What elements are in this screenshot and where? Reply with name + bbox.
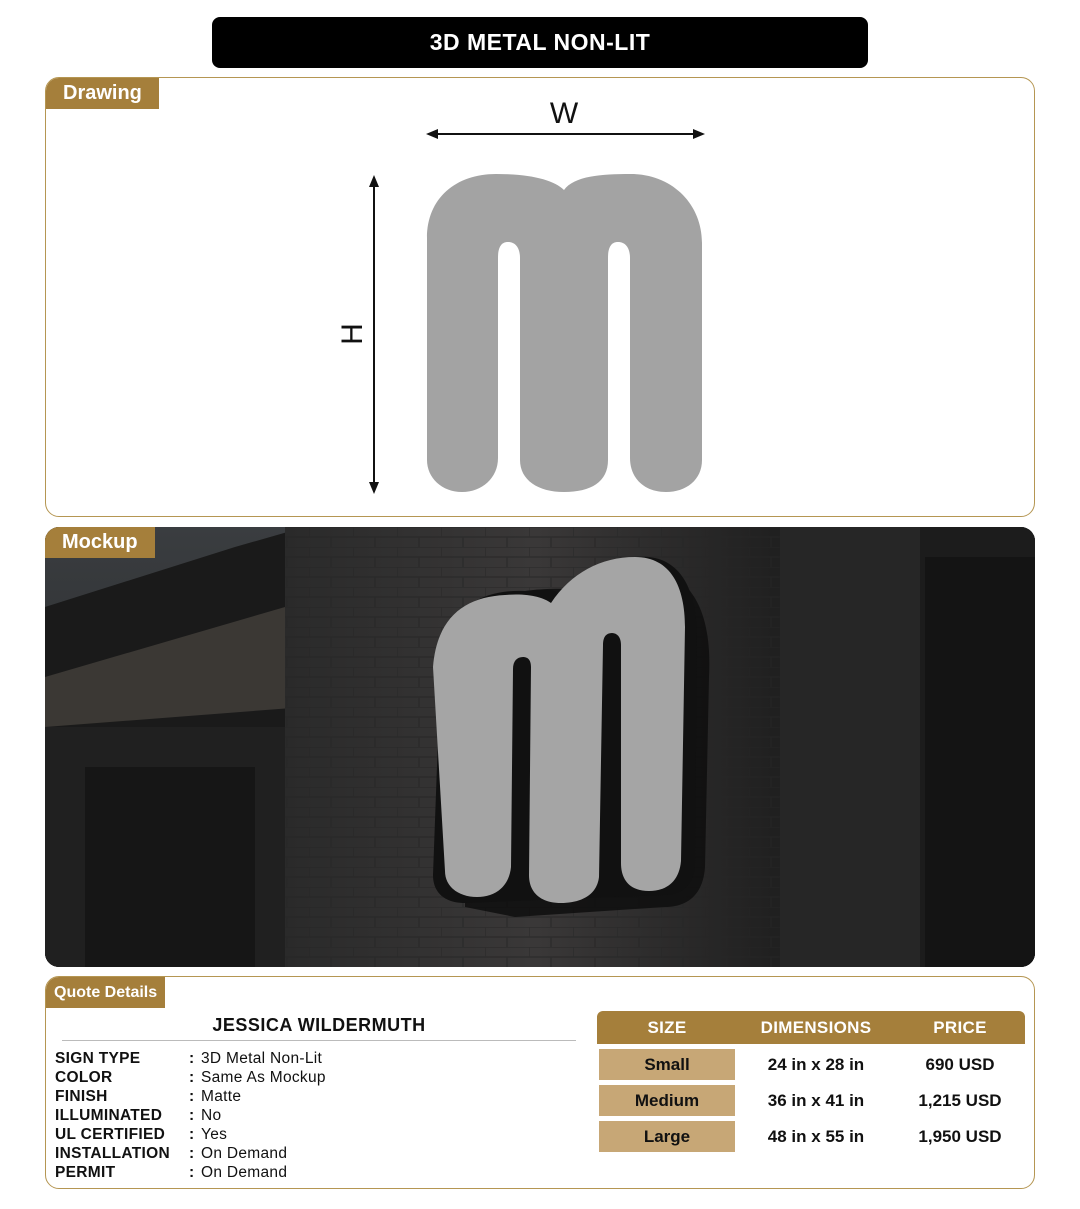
header-size: SIZE xyxy=(647,1017,687,1037)
spec-key: SIGN TYPE xyxy=(55,1049,141,1067)
spec-value: Matte xyxy=(201,1087,242,1105)
spec-separator: : xyxy=(189,1125,195,1143)
spec-row-finish xyxy=(55,1087,575,1106)
quote-details-panel xyxy=(45,976,1035,1189)
mockup-letter-m xyxy=(433,557,685,903)
mockup-tag: Mockup xyxy=(45,527,155,558)
spec-separator: : xyxy=(189,1106,195,1124)
client-name-divider xyxy=(62,1040,576,1041)
drawing-panel xyxy=(45,77,1035,517)
table-row xyxy=(597,1049,1025,1080)
price-cell: 1,950 USD xyxy=(918,1126,1002,1146)
mockup-photo xyxy=(45,527,1035,967)
size-cell: Large xyxy=(599,1121,735,1152)
spec-separator: : xyxy=(189,1087,195,1105)
spec-separator: : xyxy=(189,1068,195,1086)
table-row xyxy=(597,1121,1025,1152)
spec-row-color xyxy=(55,1068,575,1087)
client-name: JESSICA WILDERMUTH xyxy=(212,1015,426,1035)
quote-details-tag: Quote Details xyxy=(46,977,165,1008)
spec-separator: : xyxy=(189,1049,195,1067)
dimensions-cell: 36 in x 41 in xyxy=(767,1090,865,1110)
spec-value: Same As Mockup xyxy=(201,1068,326,1086)
spec-key: INSTALLATION xyxy=(55,1144,170,1162)
price-table xyxy=(597,1011,1025,1152)
price-cell: 690 USD xyxy=(925,1054,995,1074)
dimensions-cell: 48 in x 55 in xyxy=(767,1126,865,1146)
letter-m-shape xyxy=(427,174,702,492)
mockup-panel xyxy=(45,527,1035,967)
price-table-header xyxy=(597,1011,1025,1044)
spec-value: No xyxy=(201,1106,222,1124)
spec-list xyxy=(55,1049,575,1182)
size-cell: Medium xyxy=(599,1085,735,1116)
height-label: H xyxy=(336,323,369,345)
spec-row-illuminated xyxy=(55,1106,575,1125)
page-title: 3D METAL NON-LIT xyxy=(212,17,868,68)
header-dimensions: DIMENSIONS xyxy=(760,1017,872,1037)
spec-key: FINISH xyxy=(55,1087,108,1105)
size-cell: Small xyxy=(599,1049,735,1080)
spec-key: PERMIT xyxy=(55,1163,116,1181)
spec-row-installation xyxy=(55,1144,575,1163)
spec-value: On Demand xyxy=(201,1163,288,1181)
spec-separator: : xyxy=(189,1144,195,1162)
technical-drawing xyxy=(46,78,1035,517)
spec-key: COLOR xyxy=(55,1068,113,1086)
price-cell: 1,215 USD xyxy=(918,1090,1002,1110)
height-dimension-arrow xyxy=(369,175,379,494)
width-label: W xyxy=(549,97,579,130)
spec-row-sign-type xyxy=(55,1049,575,1068)
spec-value: On Demand xyxy=(201,1144,288,1162)
width-dimension-arrow xyxy=(426,129,705,139)
dimensions-cell: 24 in x 28 in xyxy=(767,1054,865,1074)
spec-key: ILLUMINATED xyxy=(55,1106,163,1124)
spec-value: 3D Metal Non-Lit xyxy=(201,1049,323,1067)
spec-key: UL CERTIFIED xyxy=(55,1125,166,1143)
spec-separator: : xyxy=(189,1163,195,1181)
spec-value: Yes xyxy=(201,1125,228,1143)
table-row xyxy=(597,1085,1025,1116)
spec-row-ul-certified xyxy=(55,1125,575,1144)
spec-row-permit xyxy=(55,1163,575,1182)
drawing-tag: Drawing xyxy=(46,78,159,109)
header-price: PRICE xyxy=(933,1017,987,1037)
